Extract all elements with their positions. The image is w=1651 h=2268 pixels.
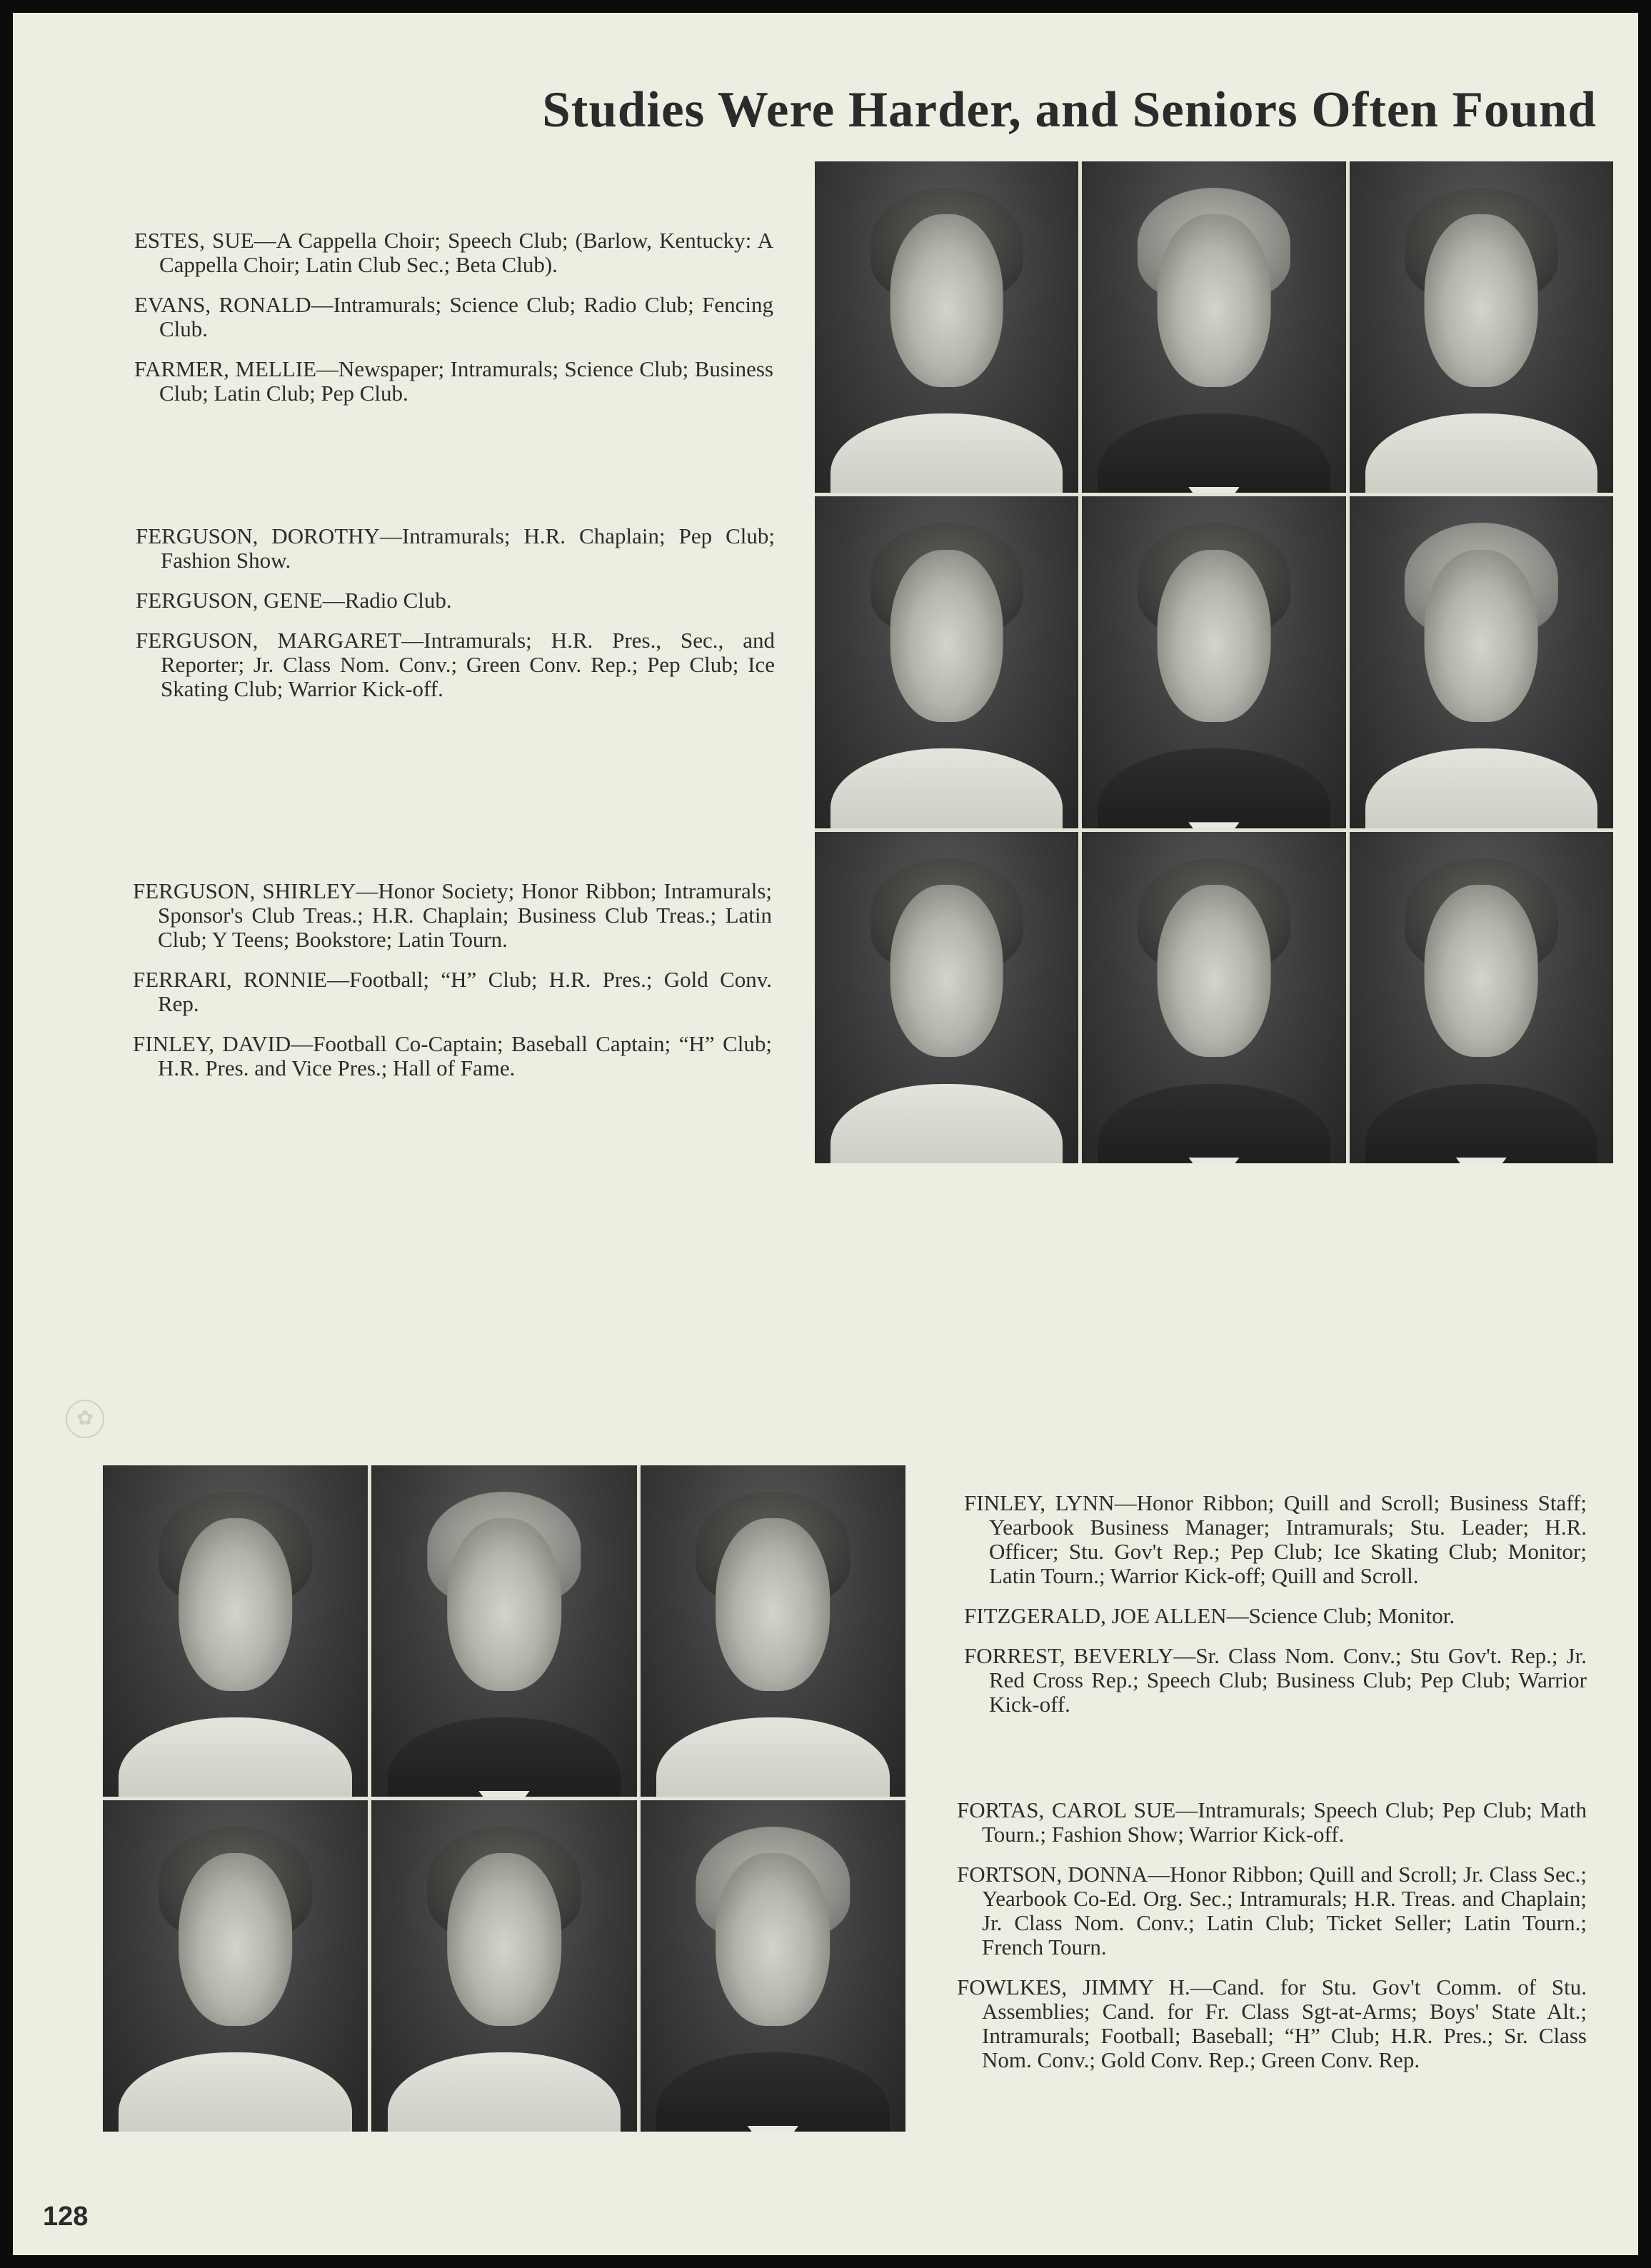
student-portrait xyxy=(1082,832,1345,1163)
senior-entry: FERGUSON, SHIRLEY—Honor Society; Honor Ribbon; Intramurals; Sponsor's Club Treas.; H.R. Chaplain; Business Club Treas.; Latin Club; Y Teens; Bookstore; Latin Tourn. xyxy=(133,878,772,952)
senior-entry: FERGUSON, DOROTHY—Intramurals; H.R. Chaplain; Pep Club; Fashion Show. xyxy=(136,523,775,573)
portrait-shoulders xyxy=(1365,413,1597,493)
senior-entry: EVANS, RONALD—Intramurals; Science Club; Radio Club; Fencing Club. xyxy=(134,292,773,341)
senior-name: FINLEY, DAVID xyxy=(133,1031,291,1056)
senior-entry: ESTES, SUE—A Cappella Choir; Speech Club; (Barlow, Kentucky: A Cappella Choir; Latin Club Sec.; Beta Club). xyxy=(134,228,773,277)
senior-activities: Football Co-Captain; Baseball Captain; “H” Club; H.R. Pres. and Vice Pres.; Hall of Fame. xyxy=(158,1031,772,1080)
portrait-face xyxy=(1158,885,1271,1057)
senior-name: EVANS, RONALD xyxy=(134,292,311,317)
senior-activities: Intramurals; Science Club; Radio Club; Fencing Club. xyxy=(159,292,773,341)
portrait-face xyxy=(1158,214,1271,386)
student-portrait xyxy=(1350,832,1613,1163)
senior-name: FERGUSON, MARGARET xyxy=(136,628,402,653)
student-portrait xyxy=(371,1800,636,2132)
portrait-shoulders xyxy=(119,1717,352,1797)
portrait-collar xyxy=(1456,1158,1507,1163)
senior-activities: Football; “H” Club; H.R. Pres.; Gold Conv. Rep. xyxy=(158,967,772,1016)
senior-name: FARMER, MELLIE xyxy=(134,356,317,381)
portrait-face xyxy=(716,1518,830,1690)
portrait-face xyxy=(1425,885,1538,1057)
portrait-face xyxy=(890,885,1003,1057)
portrait-shoulders xyxy=(656,1717,890,1797)
student-portrait xyxy=(371,1465,636,1797)
portrait-shoulders xyxy=(1365,1084,1597,1163)
senior-name: FORTSON, DONNA xyxy=(957,1862,1148,1887)
portrait-shoulders xyxy=(1365,748,1597,828)
portrait-shoulders xyxy=(830,413,1063,493)
senior-name: FERRARI, RONNIE xyxy=(133,967,328,992)
yearbook-page xyxy=(13,13,1638,2255)
senior-activities: Honor Society; Honor Ribbon; Intramurals; Sponsor's Club Treas.; H.R. Chaplain; Business Club Treas.; Latin Club; Y Teens; Bookstore; Latin Tourn. xyxy=(158,878,772,952)
senior-activities: Sr. Class Nom. Conv.; Stu Gov't. Rep.; Jr. Red Cross Rep.; Speech Club; Business Club; Pep Club; Warrior Kick-off. xyxy=(989,1643,1587,1717)
senior-list-group-5 xyxy=(957,1798,1587,2088)
senior-name: FITZGERALD, JOE ALLEN xyxy=(964,1603,1227,1628)
portrait-shoulders xyxy=(656,2052,890,2132)
senior-list-group-1 xyxy=(134,229,773,421)
portrait-face xyxy=(179,1518,293,1690)
senior-activities: Honor Ribbon; Quill and Scroll; Jr. Class Sec.; Yearbook Co-Ed. Org. Sec.; Intramurals; H.R. Treas. and Chaplain; Jr. Class Nom. Conv.; Latin Club; Ticket Seller; Latin Tourn.; French Tourn. xyxy=(982,1862,1587,1960)
portrait-shoulders xyxy=(830,748,1063,828)
portrait-shoulders xyxy=(1098,1084,1330,1163)
portrait-grid-bottom xyxy=(103,1465,905,2132)
portrait-shoulders xyxy=(1098,748,1330,828)
senior-entry: FERGUSON, GENE—Radio Club. xyxy=(136,588,452,613)
portrait-collar xyxy=(747,2126,798,2132)
portrait-collar xyxy=(1188,822,1240,828)
senior-activities: Radio Club. xyxy=(344,588,452,613)
portrait-face xyxy=(447,1518,561,1690)
portrait-collar xyxy=(1188,487,1240,493)
student-portrait xyxy=(1082,161,1345,493)
page-number: 128 xyxy=(43,2202,89,2232)
senior-name: FINLEY, LYNN xyxy=(964,1490,1115,1515)
portrait-collar xyxy=(478,1791,530,1797)
senior-name: FOWLKES, JIMMY H. xyxy=(957,1975,1190,1999)
portrait-shoulders xyxy=(119,2052,352,2132)
senior-list-group-3 xyxy=(133,879,772,1096)
senior-entry: FARMER, MELLIE—Newspaper; Intramurals; Science Club; Business Club; Latin Club; Pep Club. xyxy=(134,356,773,406)
senior-entry: FINLEY, LYNN—Honor Ribbon; Quill and Scroll; Business Staff; Yearbook Business Manager; Intramurals; Stu. Leader; H.R. Officer; Stu. Gov't Rep.; Pep Club; Ice Skating Club; Monitor; Latin Tourn.; Warrior Kick-off; Quill and Scroll. xyxy=(964,1490,1587,1588)
student-portrait xyxy=(815,161,1078,493)
senior-entry: FITZGERALD, JOE ALLEN—Science Club; Monitor. xyxy=(964,1603,1455,1628)
student-portrait xyxy=(103,1465,368,1797)
decorative-emblem-icon: ✿ xyxy=(66,1400,104,1438)
portrait-collar xyxy=(1188,1158,1240,1163)
student-portrait xyxy=(641,1800,905,2132)
portrait-face xyxy=(1425,550,1538,722)
senior-activities: Intramurals; H.R. Pres., Sec., and Reporter; Jr. Class Nom. Conv.; Green Conv. Rep.; Pep Club; Ice Skating Club; Warrior Kick-off. xyxy=(161,628,775,701)
portrait-face xyxy=(1158,550,1271,722)
senior-activities: Intramurals; Speech Club; Pep Club; Math Tourn.; Fashion Show; Warrior Kick-off. xyxy=(982,1797,1587,1847)
portrait-shoulders xyxy=(388,1717,621,1797)
senior-activities: Newspaper; Intramurals; Science Club; Business Club; Latin Club; Pep Club. xyxy=(159,356,773,406)
senior-activities: Cand. for Stu. Gov't Comm. of Stu. Assemblies; Cand. for Fr. Class Sgt-at-Arms; Boys' State Alt.; Intramurals; Football; Baseball; “H” Club; H.R. Pres.; Sr. Class Nom. Conv.; Gold Conv. Rep.; Green Conv. Rep. xyxy=(982,1975,1587,2072)
portrait-face xyxy=(890,214,1003,386)
senior-entry: FOWLKES, JIMMY H.—Cand. for Stu. Gov't Comm. of Stu. Assemblies; Cand. for Fr. Class Sgt-at-Arms; Boys' State Alt.; Intramurals; Football; Baseball; “H” Club; H.R. Pres.; Sr. Class Nom. Conv.; Gold Conv. Rep.; Green Conv. Rep. xyxy=(957,1975,1587,2072)
senior-entry: FINLEY, DAVID—Football Co-Captain; Baseball Captain; “H” Club; H.R. Pres. and Vice Pres.; Hall of Fame. xyxy=(133,1031,772,1080)
senior-name: FORREST, BEVERLY xyxy=(964,1643,1174,1668)
senior-entry: FORTSON, DONNA—Honor Ribbon; Quill and Scroll; Jr. Class Sec.; Yearbook Co-Ed. Org. Sec.; Intramurals; H.R. Treas. and Chaplain; Jr. Class Nom. Conv.; Latin Club; Ticket Seller; Latin Tourn.; French Tourn. xyxy=(957,1862,1587,1960)
student-portrait xyxy=(641,1465,905,1797)
student-portrait xyxy=(1350,496,1613,828)
portrait-face xyxy=(179,1853,293,2025)
senior-list-group-2 xyxy=(136,524,775,717)
senior-entry: FERRARI, RONNIE—Football; “H” Club; H.R. Pres.; Gold Conv. Rep. xyxy=(133,967,772,1016)
senior-name: FERGUSON, DOROTHY xyxy=(136,523,380,548)
senior-name: FORTAS, CAROL SUE xyxy=(957,1797,1176,1822)
senior-entry: FORREST, BEVERLY—Sr. Class Nom. Conv.; Stu Gov't. Rep.; Jr. Red Cross Rep.; Speech Club; Business Club; Pep Club; Warrior Kick-off. xyxy=(964,1643,1587,1717)
senior-activities: Intramurals; H.R. Chaplain; Pep Club; Fashion Show. xyxy=(161,523,775,573)
portrait-face xyxy=(447,1853,561,2025)
senior-entry: FERGUSON, MARGARET—Intramurals; H.R. Pres., Sec., and Reporter; Jr. Class Nom. Conv.; Green Conv. Rep.; Pep Club; Ice Skating Club; Warrior Kick-off. xyxy=(136,628,775,701)
senior-name: FERGUSON, SHIRLEY xyxy=(133,878,356,903)
portrait-face xyxy=(716,1853,830,2025)
student-portrait xyxy=(815,832,1078,1163)
page-title: Studies Were Harder, and Seniors Often Found xyxy=(542,82,1597,138)
student-portrait xyxy=(1082,496,1345,828)
senior-name: FERGUSON, GENE xyxy=(136,588,323,613)
senior-activities: A Cappella Choir; Speech Club; (Barlow, Kentucky: A Cappella Choir; Latin Club Sec.; Beta Club). xyxy=(159,228,773,277)
senior-activities: Science Club; Monitor. xyxy=(1248,1603,1455,1628)
portrait-face xyxy=(890,550,1003,722)
student-portrait xyxy=(1350,161,1613,493)
portrait-shoulders xyxy=(1098,413,1330,493)
senior-activities: Honor Ribbon; Quill and Scroll; Business Staff; Yearbook Business Manager; Intramurals; Stu. Leader; H.R. Officer; Stu. Gov't Rep.; Pep Club; Ice Skating Club; Monitor; Latin Tourn.; Warrior Kick-off; Quill and Scroll. xyxy=(989,1490,1587,1588)
portrait-shoulders xyxy=(388,2052,621,2132)
student-portrait xyxy=(815,496,1078,828)
student-portrait xyxy=(103,1800,368,2132)
senior-list-group-4 xyxy=(964,1491,1587,1732)
portrait-grid-top xyxy=(815,161,1613,1163)
senior-entry: FORTAS, CAROL SUE—Intramurals; Speech Club; Pep Club; Math Tourn.; Fashion Show; Warrior Kick-off. xyxy=(957,1797,1587,1847)
portrait-face xyxy=(1425,214,1538,386)
senior-name: ESTES, SUE xyxy=(134,228,254,253)
portrait-shoulders xyxy=(830,1084,1063,1163)
